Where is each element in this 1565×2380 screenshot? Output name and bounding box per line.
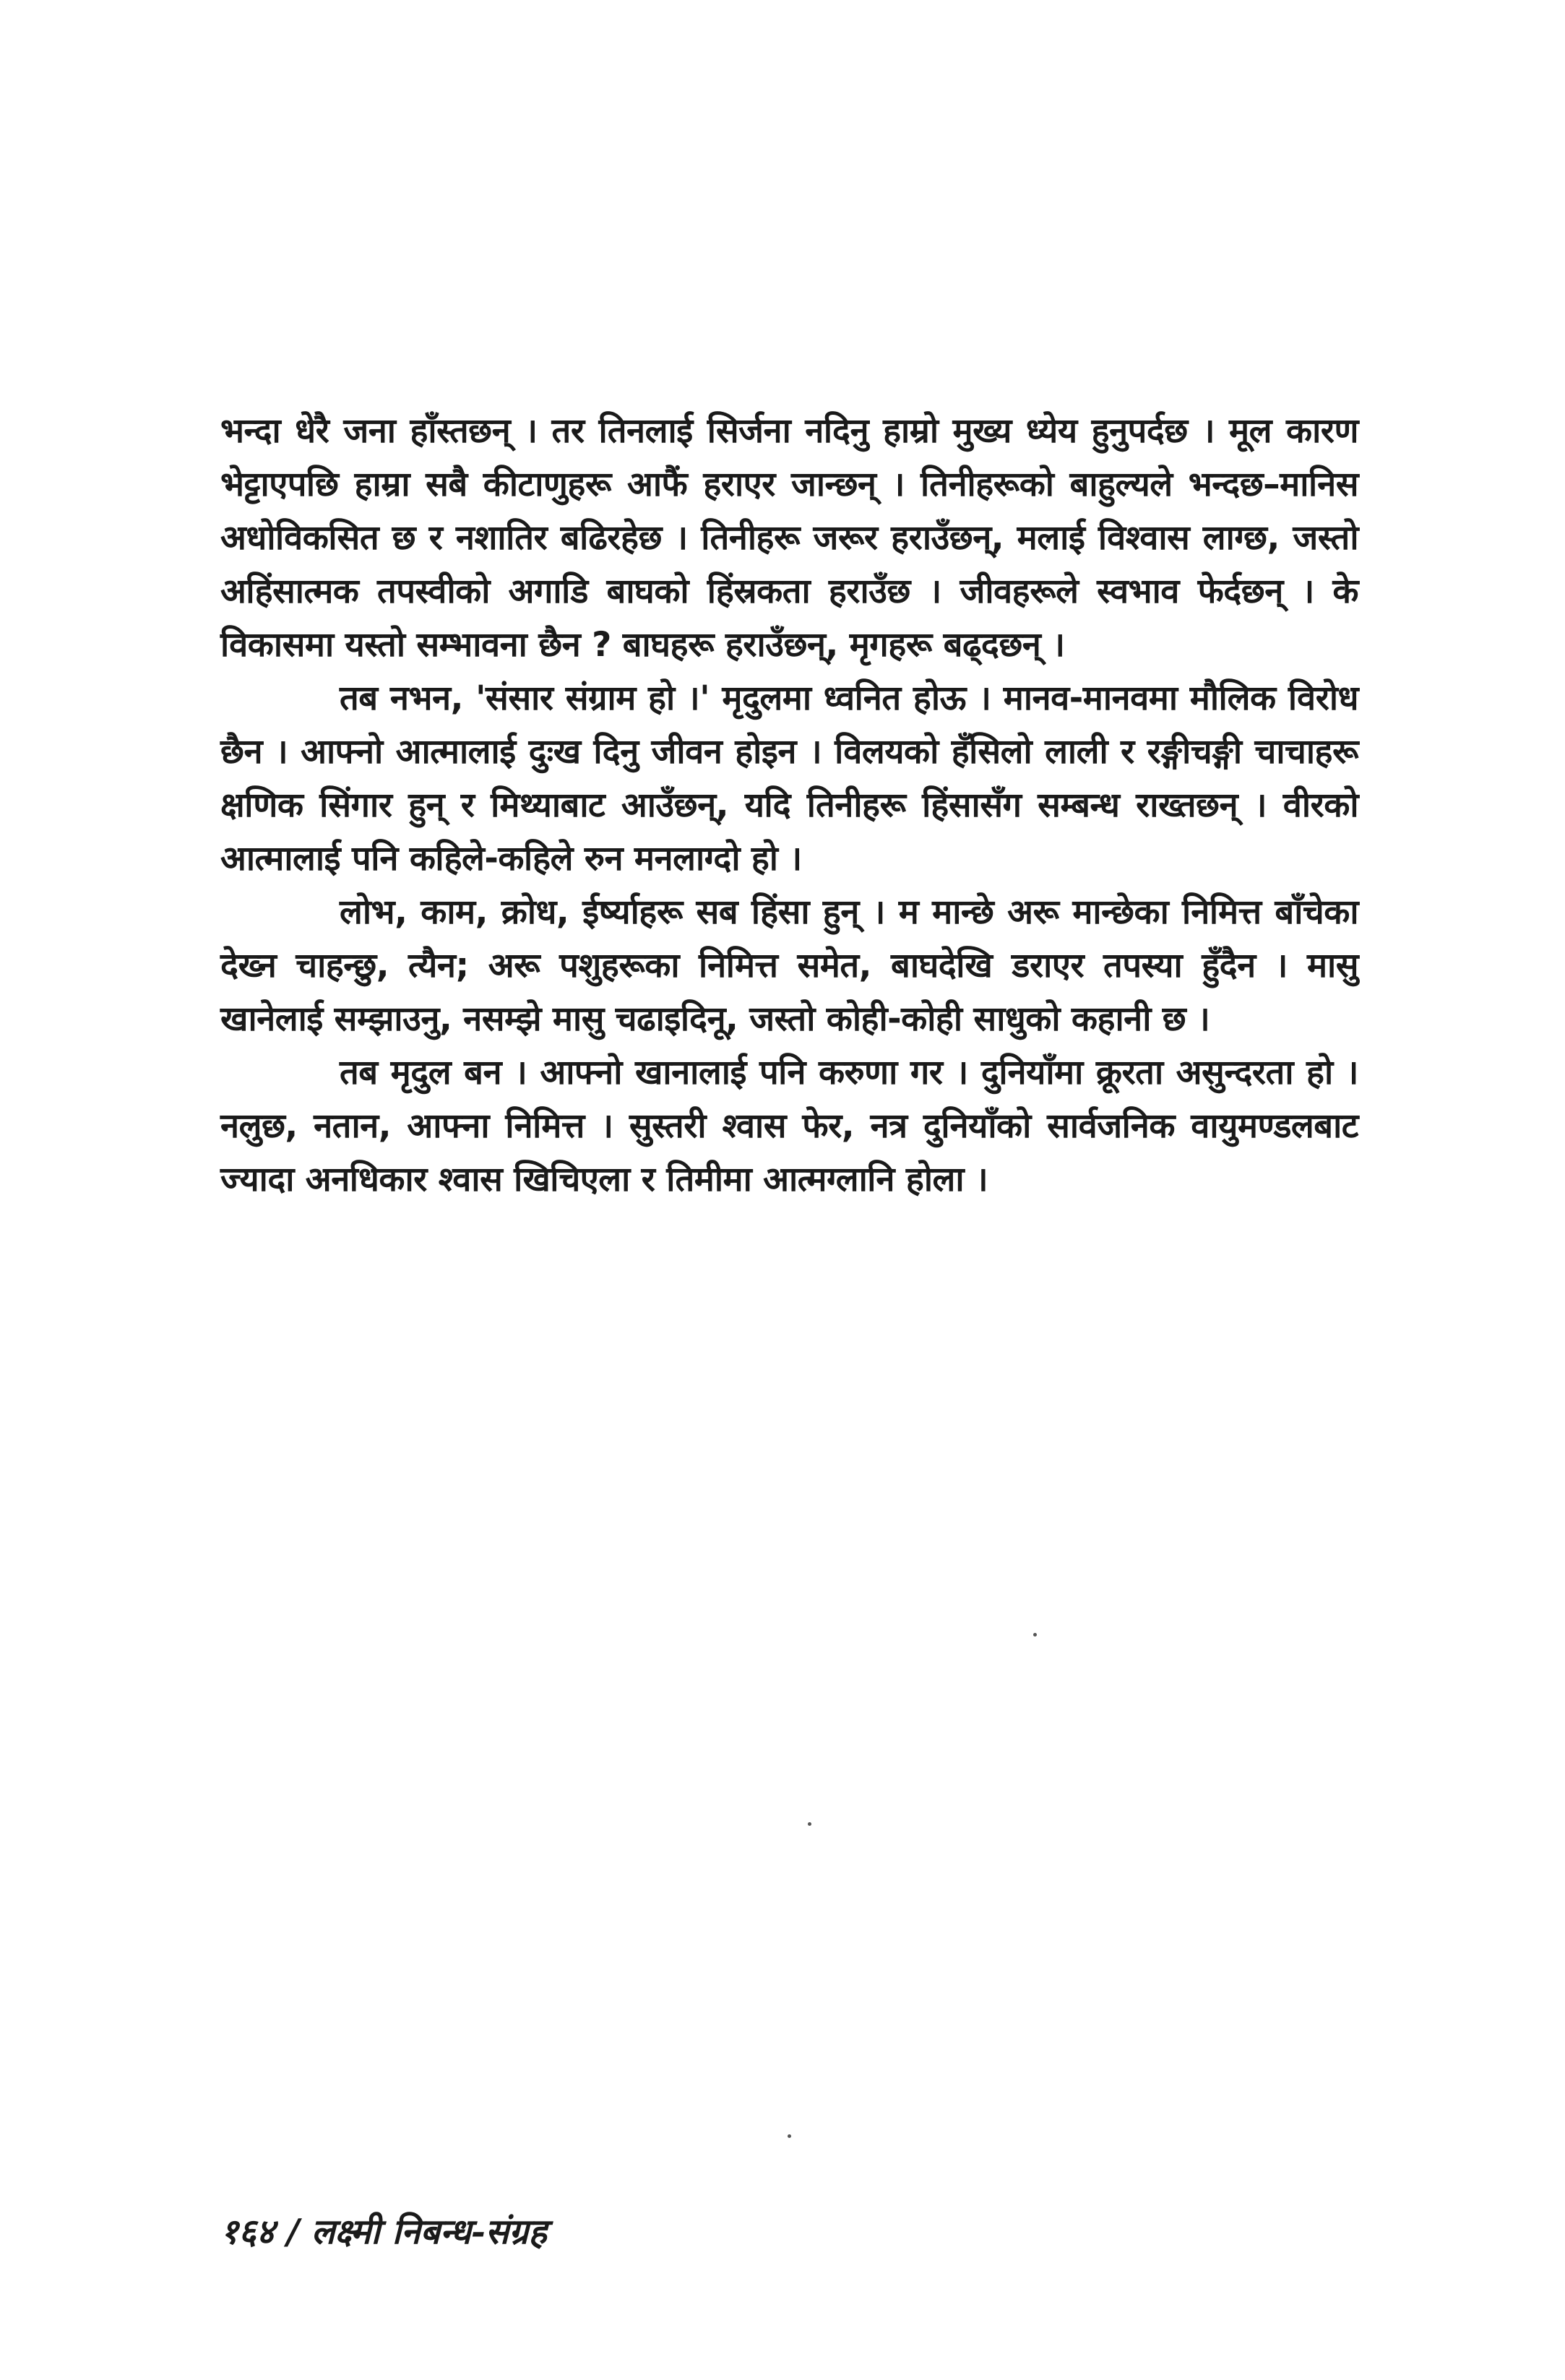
scan-speck [808, 1822, 811, 1826]
paragraph-3: लोभ, काम, क्रोध, ईर्ष्याहरू सब हिंसा हुन् । म मान्छे अरू मान्छेका निमित्त बाँचेका देख्न चाहन्छु, त्यैन; अरू पशुहरूका निमित्त समेत, बाघदेखि डराएर तपस्या हुँदैन । मासु खानेलाई सम्झाउनु, नसम्झे मासु चढाइदिनू, जस्तो कोही-कोही साधुको कहानी छ । [220, 892, 1358, 1039]
body-text [220, 405, 1358, 1207]
scan-speck [788, 2134, 791, 2138]
paragraph-1: भन्दा धेरै जना हाँस्तछन् । तर तिनलाई सिर्जना नदिनु हाम्रो मुख्य ध्येय हुनुपर्दछ । मूल कारण भेट्टाएपछि हाम्रा सबै कीटाणुहरू आफैं हराएर जान्छन् । तिनीहरूको बाहुल्यले भन्दछ–मानिस अधोविकसित छ र नशातिर बढिरहेछ । तिनीहरू जरूर हराउँछन्, मलाई विश्वास लाग्छ, जस्तो अहिंसात्मक तपस्वीको अगाडि बाघको हिंस्रकता हराउँछ । जीवहरूले स्वभाव फेर्दछन् । के विकासमा यस्तो सम्भावना छैन ? बाघहरू हराउँछन्, मृगहरू बढ्दछन् । [220, 411, 1358, 665]
scan-speck [1033, 1633, 1037, 1637]
paragraph-4: तब मृदुल बन । आफ्नो खानालाई पनि करुणा गर । दुनियाँमा क्रूरता असुन्दरता हो । नलुछ, नतान, आफ्ना निमित्त । सुस्तरी श्वास फेर, नत्र दुनियाँको सार्वजनिक वायुमण्डलबाट ज्यादा अनधिकार श्वास खिचिएला र तिमीमा आत्मग्लानि होला । [220, 1053, 1358, 1199]
page-footer: १६४ / लक्ष्मी निबन्ध-संग्रह [220, 2212, 547, 2252]
paragraph-2: तब नभन, 'संसार संग्राम हो ।' मृदुलमा ध्वनित होऊ । मानव-मानवमा मौलिक विरोध छैन । आफ्नो आत्मालाई दुःख दिनु जीवन होइन । विलयको हँसिलो लाली र रङ्गीचङ्गी चाचाहरू क्षणिक सिंगार हुन् र मिथ्याबाट आउँछन्, यदि तिनीहरू हिंसासँग सम्बन्ध राख्तछन् । वीरको आत्मालाई पनि कहिले-कहिले रुन मनलाग्दो हो । [220, 678, 1358, 879]
